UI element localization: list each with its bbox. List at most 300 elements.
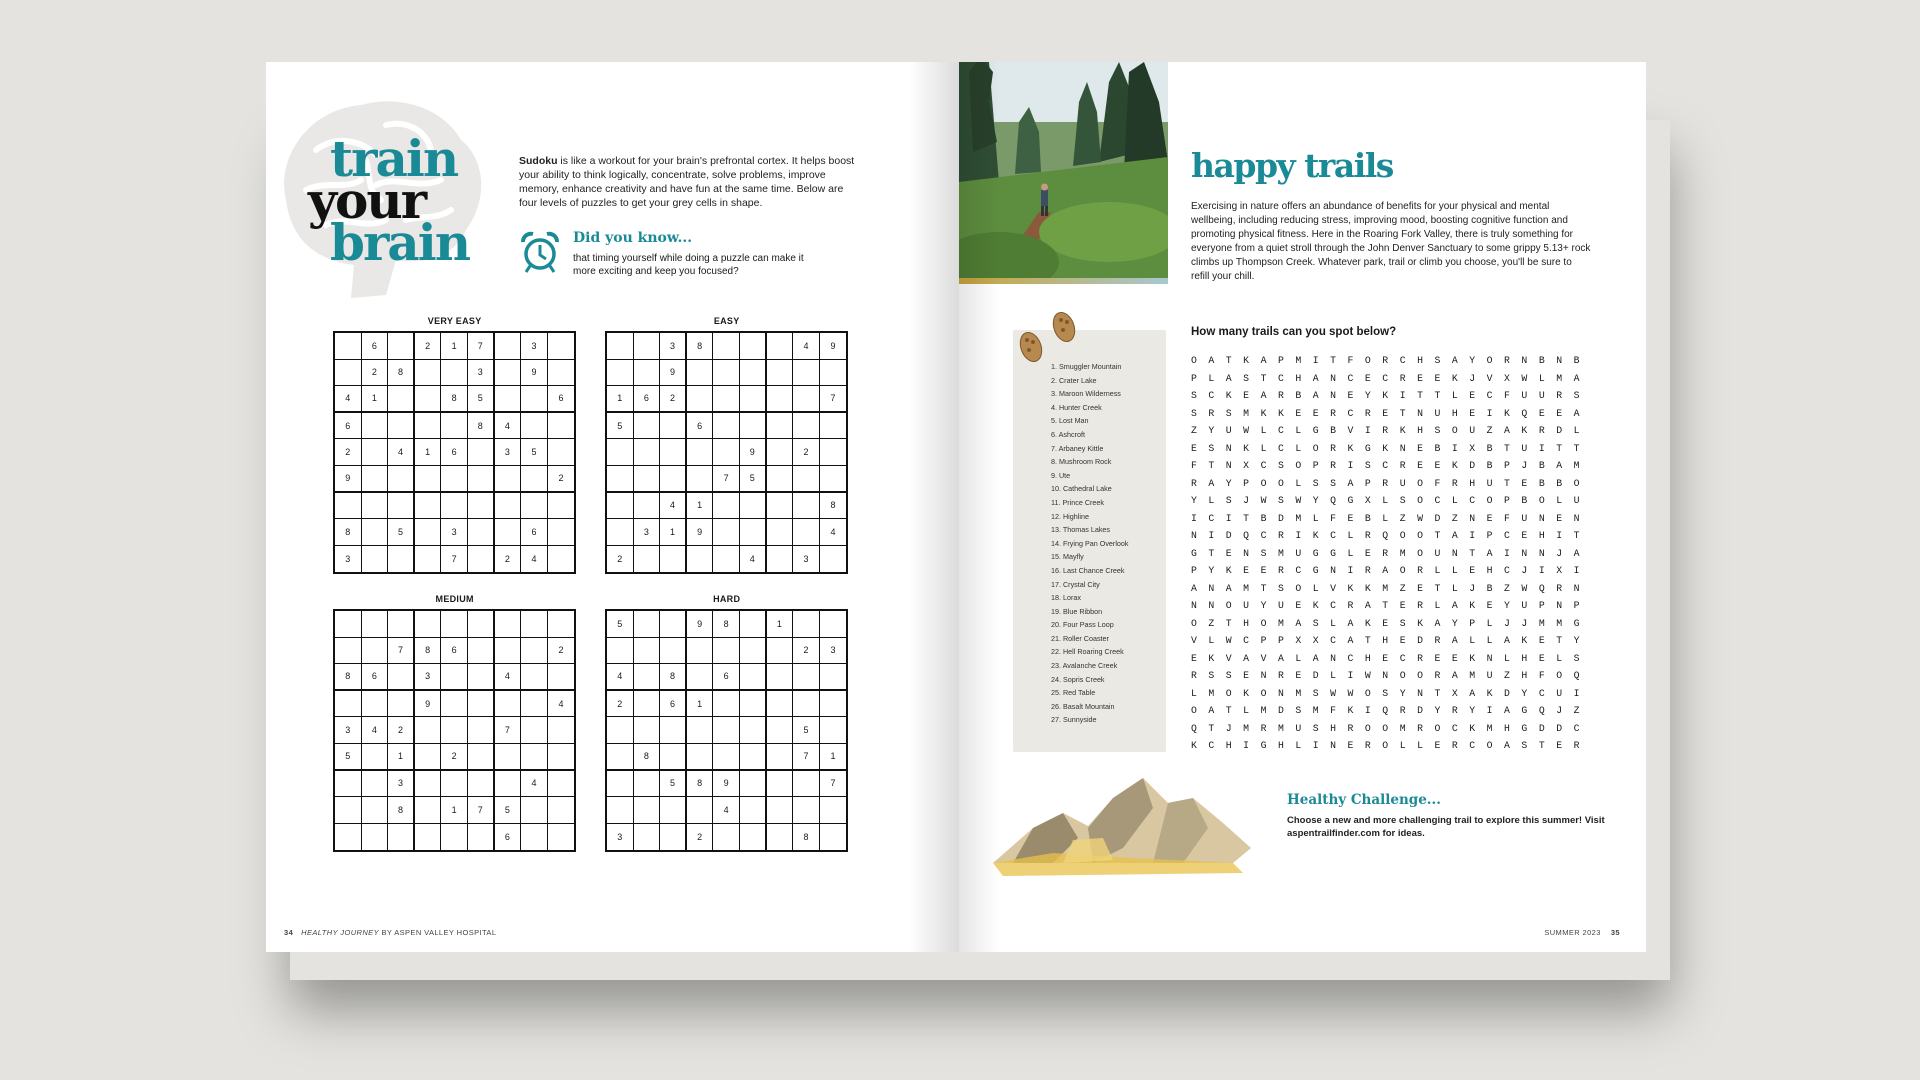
- word-search-letter: R: [1538, 425, 1545, 436]
- sudoku-cell: [820, 691, 847, 718]
- word-search-letter: N: [1521, 355, 1528, 366]
- word-search-letter: I: [1556, 530, 1563, 541]
- sudoku-cell: [820, 824, 847, 851]
- word-search-letter: B: [1521, 495, 1528, 506]
- word-search-letter: L: [1208, 372, 1215, 384]
- word-search-letter: F: [1191, 460, 1197, 471]
- word-search-letter: Y: [1225, 477, 1232, 489]
- sudoku-cell: [468, 744, 495, 771]
- sudoku-cell: 8: [335, 519, 362, 546]
- word-search-letter: D: [1556, 425, 1563, 436]
- sudoku-cell: 4: [548, 691, 575, 718]
- word-search-letter: C: [1277, 442, 1284, 454]
- trail-list-item: 12. Highline: [1051, 511, 1089, 521]
- word-search-row: [1191, 352, 1608, 370]
- word-search-letter: L: [1295, 652, 1302, 664]
- word-search-letter: R: [1382, 355, 1389, 366]
- sudoku-cell: [767, 413, 794, 440]
- word-search-letter: L: [1556, 652, 1563, 664]
- word-search-letter: S: [1295, 705, 1302, 716]
- word-search-letter: M: [1260, 705, 1267, 716]
- sudoku-cell: [660, 797, 687, 824]
- word-search-letter: G: [1312, 547, 1319, 559]
- sudoku-cell: [820, 413, 847, 440]
- word-search-letter: M: [1243, 722, 1250, 734]
- sudoku-cell: [767, 771, 794, 798]
- word-search-letter: A: [1277, 652, 1284, 664]
- sudoku-cell: 1: [388, 744, 415, 771]
- word-search-letter: D: [1504, 687, 1510, 699]
- word-search-letter: H: [1469, 477, 1476, 489]
- sudoku-cell: 9: [713, 771, 740, 798]
- sudoku-cell: 3: [495, 439, 522, 466]
- word-search-letter: M: [1538, 617, 1545, 629]
- word-search-letter: N: [1486, 652, 1493, 664]
- sudoku-cell: [362, 546, 389, 573]
- word-search-letter: S: [1277, 582, 1284, 594]
- word-search-letter: O: [1260, 617, 1267, 629]
- word-search-letter: T: [1434, 582, 1441, 594]
- word-search-letter: W: [1295, 495, 1302, 506]
- word-search-letter: A: [1208, 705, 1215, 716]
- word-search-letter: N: [1521, 547, 1528, 559]
- sudoku-cell: [713, 439, 740, 466]
- word-search-letter: N: [1451, 547, 1458, 559]
- sudoku-cell: [820, 611, 847, 638]
- word-search-letter: T: [1556, 635, 1563, 646]
- sudoku-cell: [388, 386, 415, 413]
- sudoku-cell: [740, 519, 767, 546]
- word-search-letter: F: [1434, 477, 1441, 489]
- word-search-letter: R: [1277, 670, 1284, 681]
- word-search-letter: H: [1521, 670, 1528, 681]
- word-search-letter: S: [1243, 372, 1250, 384]
- word-search-letter: A: [1451, 670, 1458, 681]
- sudoku-cell: 6: [441, 638, 468, 665]
- word-search-letter: A: [1556, 460, 1563, 471]
- sudoku-cell: [767, 546, 794, 573]
- word-search-letter: I: [1451, 442, 1458, 454]
- trail-list-item: 15. Mayfly: [1051, 552, 1084, 562]
- sudoku-cell: [820, 439, 847, 466]
- word-search-letter: K: [1521, 635, 1528, 646]
- word-search-letter: Q: [1382, 530, 1389, 541]
- sudoku-cell: [713, 546, 740, 573]
- word-search-letter: Y: [1521, 687, 1528, 699]
- word-search-letter: I: [1312, 355, 1319, 366]
- word-search-letter: H: [1451, 407, 1458, 419]
- sudoku-cell: 3: [335, 546, 362, 573]
- word-search-letter: K: [1243, 355, 1250, 366]
- sudoku-cell: 2: [607, 546, 634, 573]
- sudoku-cell: 6: [335, 413, 362, 440]
- word-search-row: [1191, 597, 1608, 615]
- word-search-letter: R: [1417, 652, 1423, 664]
- word-search-letter: C: [1469, 495, 1476, 506]
- word-search-letter: O: [1399, 565, 1406, 576]
- sudoku-cell: 7: [468, 797, 495, 824]
- word-search-letter: U: [1486, 477, 1493, 489]
- sudoku-cell: [607, 797, 634, 824]
- word-search-letter: R: [1277, 530, 1284, 541]
- word-search-letter: L: [1208, 495, 1215, 506]
- word-search-letter: I: [1347, 565, 1354, 576]
- word-search-letter: C: [1538, 687, 1545, 699]
- intro-bold-word: Sudoku: [519, 155, 558, 167]
- sudoku-cell: 1: [687, 493, 714, 520]
- word-search-letter: Q: [1521, 407, 1528, 419]
- word-search-letter: A: [1504, 740, 1510, 751]
- sudoku-cell: [740, 824, 767, 851]
- word-search-letter: N: [1330, 652, 1337, 664]
- sudoku-cell: [740, 611, 767, 638]
- sudoku-cell: [548, 413, 575, 440]
- word-search-letter: Z: [1399, 512, 1406, 524]
- sudoku-cell: [767, 744, 794, 771]
- word-search-letter: O: [1364, 355, 1371, 366]
- sudoku-cell: [335, 797, 362, 824]
- sudoku-cell: [415, 717, 442, 744]
- word-search-letter: B: [1364, 512, 1371, 524]
- sudoku-cell: 8: [820, 493, 847, 520]
- word-search-letter: L: [1347, 530, 1354, 541]
- word-search-letter: L: [1295, 477, 1302, 489]
- sudoku-cell: 5: [495, 797, 522, 824]
- sudoku-cell: [495, 744, 522, 771]
- word-search-letter: Z: [1573, 705, 1580, 716]
- word-search-letter: Y: [1573, 635, 1580, 646]
- title-train: train: [330, 129, 458, 188]
- word-search-letter: H: [1417, 355, 1423, 366]
- sudoku-cell: [468, 493, 495, 520]
- word-search-letter: A: [1347, 635, 1354, 646]
- word-search-letter: U: [1434, 547, 1441, 559]
- word-search-letter: N: [1573, 582, 1580, 594]
- sudoku-cell: [495, 519, 522, 546]
- word-search-letter: K: [1347, 582, 1354, 594]
- word-search-letter: L: [1208, 635, 1215, 646]
- word-search-letter: N: [1330, 390, 1337, 401]
- section-title: happy trails: [1191, 146, 1393, 185]
- word-search-letter: T: [1208, 722, 1215, 734]
- word-search-letter: I: [1399, 390, 1406, 401]
- word-search-letter: M: [1556, 372, 1563, 384]
- word-search-letter: L: [1312, 582, 1319, 594]
- word-search-letter: Z: [1451, 512, 1458, 524]
- word-search-letter: N: [1330, 372, 1337, 384]
- sudoku-cell: 2: [495, 546, 522, 573]
- word-search-letter: L: [1451, 495, 1458, 506]
- word-search-letter: P: [1364, 477, 1371, 489]
- word-search-letter: K: [1312, 600, 1319, 611]
- trail-list-item: 7. Arbaney Kittle: [1051, 443, 1104, 453]
- word-search-letter: A: [1191, 582, 1197, 594]
- word-search-letter: T: [1434, 390, 1441, 401]
- sudoku-cell: [767, 664, 794, 691]
- sudoku-cell: [713, 360, 740, 387]
- sudoku-cell: 1: [767, 611, 794, 638]
- sudoku-cell: [468, 664, 495, 691]
- sudoku-cell: [495, 466, 522, 493]
- sudoku-cell: [495, 691, 522, 718]
- sudoku-cell: 8: [415, 638, 442, 665]
- word-search-letter: R: [1417, 722, 1423, 734]
- word-search-letter: C: [1277, 425, 1284, 436]
- sudoku-cell: [820, 664, 847, 691]
- word-search-letter: N: [1260, 670, 1267, 681]
- sudoku-cell: 7: [495, 717, 522, 744]
- word-search-letter: U: [1277, 600, 1284, 611]
- title-brain: brain: [330, 213, 470, 272]
- sudoku-cell: 8: [687, 333, 714, 360]
- word-search-letter: P: [1538, 600, 1545, 611]
- sudoku-cell: 9: [687, 611, 714, 638]
- sudoku-cell: [713, 717, 740, 744]
- sudoku-cell: [362, 519, 389, 546]
- word-search-letter: S: [1225, 495, 1232, 506]
- word-search-letter: D: [1556, 722, 1563, 734]
- word-search-letter: K: [1469, 600, 1476, 611]
- word-search-letter: W: [1330, 687, 1337, 699]
- trail-list-item: 13. Thomas Lakes: [1051, 525, 1110, 535]
- word-search-letter: S: [1399, 617, 1406, 629]
- sudoku-cell: [634, 413, 661, 440]
- sudoku-cell: [521, 638, 548, 665]
- word-search-letter: L: [1295, 740, 1302, 751]
- word-search-letter: K: [1191, 740, 1197, 751]
- word-search-letter: K: [1382, 390, 1389, 401]
- word-search-letter: C: [1399, 355, 1406, 366]
- word-search-letter: L: [1451, 390, 1458, 401]
- word-search-letter: R: [1382, 547, 1389, 559]
- sudoku-cell: 8: [441, 386, 468, 413]
- word-search-row: [1191, 685, 1608, 703]
- word-search-letter: S: [1225, 670, 1232, 681]
- word-search-letter: V: [1330, 582, 1337, 594]
- word-search-letter: C: [1260, 460, 1267, 471]
- sudoku-cell: 4: [495, 413, 522, 440]
- word-search-letter: E: [1451, 652, 1458, 664]
- word-search-letter: A: [1504, 425, 1510, 436]
- word-search-letter: B: [1486, 442, 1493, 454]
- sudoku-cell: [793, 691, 820, 718]
- sudoku-cell: [793, 360, 820, 387]
- word-search-letter: W: [1364, 670, 1371, 681]
- sudoku-cell: 8: [793, 824, 820, 851]
- sudoku-cell: [415, 797, 442, 824]
- word-search-letter: H: [1504, 722, 1510, 734]
- sudoku-cell: [495, 771, 522, 798]
- word-search-letter: O: [1556, 670, 1563, 681]
- word-search-letter: E: [1260, 565, 1267, 576]
- word-search-letter: I: [1191, 512, 1197, 524]
- word-search-letter: Y: [1208, 425, 1215, 436]
- sudoku-cell: [660, 439, 687, 466]
- word-search-letter: E: [1556, 407, 1563, 419]
- word-search-letter: X: [1295, 635, 1302, 646]
- word-search-letter: D: [1277, 705, 1284, 716]
- word-search-letter: A: [1434, 617, 1441, 629]
- sudoku-cell: [468, 717, 495, 744]
- sudoku-cell: [415, 360, 442, 387]
- sudoku-cell: [468, 546, 495, 573]
- right-page: [959, 62, 1646, 952]
- word-search-letter: Q: [1538, 705, 1545, 716]
- word-search-letter: G: [1521, 722, 1528, 734]
- word-search-letter: N: [1556, 355, 1563, 366]
- word-search-letter: S: [1225, 407, 1232, 419]
- word-search-letter: D: [1417, 705, 1423, 716]
- word-search-letter: K: [1243, 442, 1250, 454]
- word-search-letter: X: [1469, 442, 1476, 454]
- word-search-letter: A: [1295, 617, 1302, 629]
- word-search-letter: L: [1295, 425, 1302, 436]
- word-search-letter: C: [1243, 635, 1250, 646]
- word-search-letter: T: [1364, 635, 1371, 646]
- word-search-letter: O: [1191, 617, 1197, 629]
- word-search-letter: D: [1312, 670, 1319, 681]
- trail-list-item: 20. Four Pass Loop: [1051, 620, 1114, 630]
- word-search-letter: M: [1295, 355, 1302, 366]
- sudoku-cell: [687, 439, 714, 466]
- word-search-letter: S: [1312, 477, 1319, 489]
- word-search-letter: V: [1191, 635, 1197, 646]
- sudoku-cell: [740, 744, 767, 771]
- word-search-letter: T: [1225, 617, 1232, 629]
- sudoku-cell: [634, 333, 661, 360]
- sudoku-cell: 7: [713, 466, 740, 493]
- sudoku-label: VERY EASY: [427, 316, 482, 326]
- word-search-letter: G: [1521, 705, 1528, 716]
- word-search-letter: R: [1399, 372, 1406, 384]
- word-search-letter: L: [1556, 495, 1563, 506]
- trail-list-item: 21. Roller Coaster: [1051, 633, 1109, 643]
- word-search-letter: E: [1556, 512, 1563, 524]
- word-search-letter: Y: [1504, 600, 1510, 611]
- sudoku-cell: [468, 691, 495, 718]
- word-search-letter: L: [1451, 565, 1458, 576]
- word-search-letter: F: [1504, 512, 1510, 524]
- left-page: [266, 62, 959, 952]
- sudoku-cell: [388, 546, 415, 573]
- word-search-letter: P: [1486, 530, 1493, 541]
- word-search-letter: O: [1451, 425, 1458, 436]
- word-search-letter: E: [1434, 460, 1441, 471]
- word-search-letter: U: [1486, 670, 1493, 681]
- word-search-letter: M: [1243, 407, 1250, 419]
- word-search-letter: K: [1417, 617, 1423, 629]
- word-search-letter: R: [1191, 477, 1197, 489]
- sudoku-cell: [687, 797, 714, 824]
- word-search-row: [1191, 720, 1608, 738]
- sudoku-cell: 3: [468, 360, 495, 387]
- word-search-letter: O: [1486, 740, 1493, 751]
- sudoku-cell: [793, 797, 820, 824]
- sudoku-cell: 3: [415, 664, 442, 691]
- word-search-letter: Q: [1243, 530, 1250, 541]
- sudoku-cell: 2: [415, 333, 442, 360]
- word-search-letter: R: [1451, 740, 1458, 751]
- sudoku-cell: [495, 611, 522, 638]
- sudoku-cell: [767, 439, 794, 466]
- sudoku-cell: [713, 519, 740, 546]
- sudoku-cell: [607, 360, 634, 387]
- word-search-letter: H: [1295, 372, 1302, 384]
- word-search-letter: K: [1469, 722, 1476, 734]
- word-search-letter: D: [1417, 635, 1423, 646]
- sudoku-cell: [660, 717, 687, 744]
- word-search-letter: K: [1364, 582, 1371, 594]
- word-search-letter: N: [1399, 442, 1406, 454]
- word-search-letter: T: [1434, 530, 1441, 541]
- word-search-letter: T: [1260, 372, 1267, 384]
- word-search-letter: A: [1451, 635, 1458, 646]
- word-search-letter: M: [1312, 705, 1319, 716]
- sudoku-cell: [767, 493, 794, 520]
- word-search-letter: N: [1225, 460, 1232, 471]
- word-search-letter: A: [1573, 372, 1580, 384]
- sudoku-cell: [793, 519, 820, 546]
- word-search-letter: I: [1243, 740, 1250, 751]
- word-search-letter: A: [1504, 635, 1510, 646]
- word-search-letter: U: [1243, 600, 1250, 611]
- sudoku-cell: 2: [548, 638, 575, 665]
- word-search-row: [1191, 510, 1608, 528]
- word-search-letter: O: [1260, 687, 1267, 699]
- sudoku-cell: [660, 744, 687, 771]
- sudoku-cell: 2: [441, 744, 468, 771]
- word-search-letter: G: [1347, 495, 1354, 506]
- word-search-letter: Y: [1399, 687, 1406, 699]
- word-search-letter: B: [1330, 425, 1337, 436]
- word-search-letter: C: [1208, 512, 1215, 524]
- word-search-letter: A: [1451, 530, 1458, 541]
- sudoku-cell: [793, 664, 820, 691]
- sudoku-cell: 8: [634, 744, 661, 771]
- word-search-letter: O: [1399, 670, 1406, 681]
- sudoku-cell: [521, 744, 548, 771]
- sudoku-cell: 4: [820, 519, 847, 546]
- trail-list-item: 1. Smuggler Mountain: [1051, 362, 1122, 371]
- sudoku-cell: [767, 797, 794, 824]
- word-search-letter: T: [1399, 407, 1406, 419]
- word-search-letter: L: [1330, 617, 1337, 629]
- sudoku-cell: [660, 413, 687, 440]
- page-title: [308, 129, 470, 272]
- word-search-letter: H: [1521, 652, 1528, 664]
- word-search-letter: D: [1434, 512, 1441, 524]
- sudoku-cell: 2: [687, 824, 714, 851]
- word-search-letter: B: [1260, 512, 1267, 524]
- sudoku-cell: [468, 771, 495, 798]
- sudoku-label: HARD: [713, 594, 741, 604]
- word-search-letter: T: [1469, 547, 1476, 559]
- gutter-shadow: [959, 62, 999, 952]
- word-search-letter: B: [1538, 460, 1545, 471]
- sudoku-cell: [362, 466, 389, 493]
- sudoku-cell: [415, 611, 442, 638]
- did-you-know-title: Did you know...: [573, 230, 693, 246]
- word-search-letter: R: [1208, 407, 1215, 419]
- word-search-letter: J: [1556, 705, 1563, 716]
- sudoku-cell: 3: [521, 333, 548, 360]
- challenge-text: Choose a new and more challenging trail to explore this summer! Visit aspentrailfinder.com for ideas.: [1287, 815, 1605, 839]
- trail-list-item: 26. Basalt Mountain: [1051, 701, 1115, 711]
- word-search-letter: O: [1191, 355, 1197, 366]
- word-search-letter: J: [1521, 617, 1528, 629]
- word-search-letter: V: [1486, 372, 1493, 384]
- word-search-letter: B: [1573, 355, 1580, 366]
